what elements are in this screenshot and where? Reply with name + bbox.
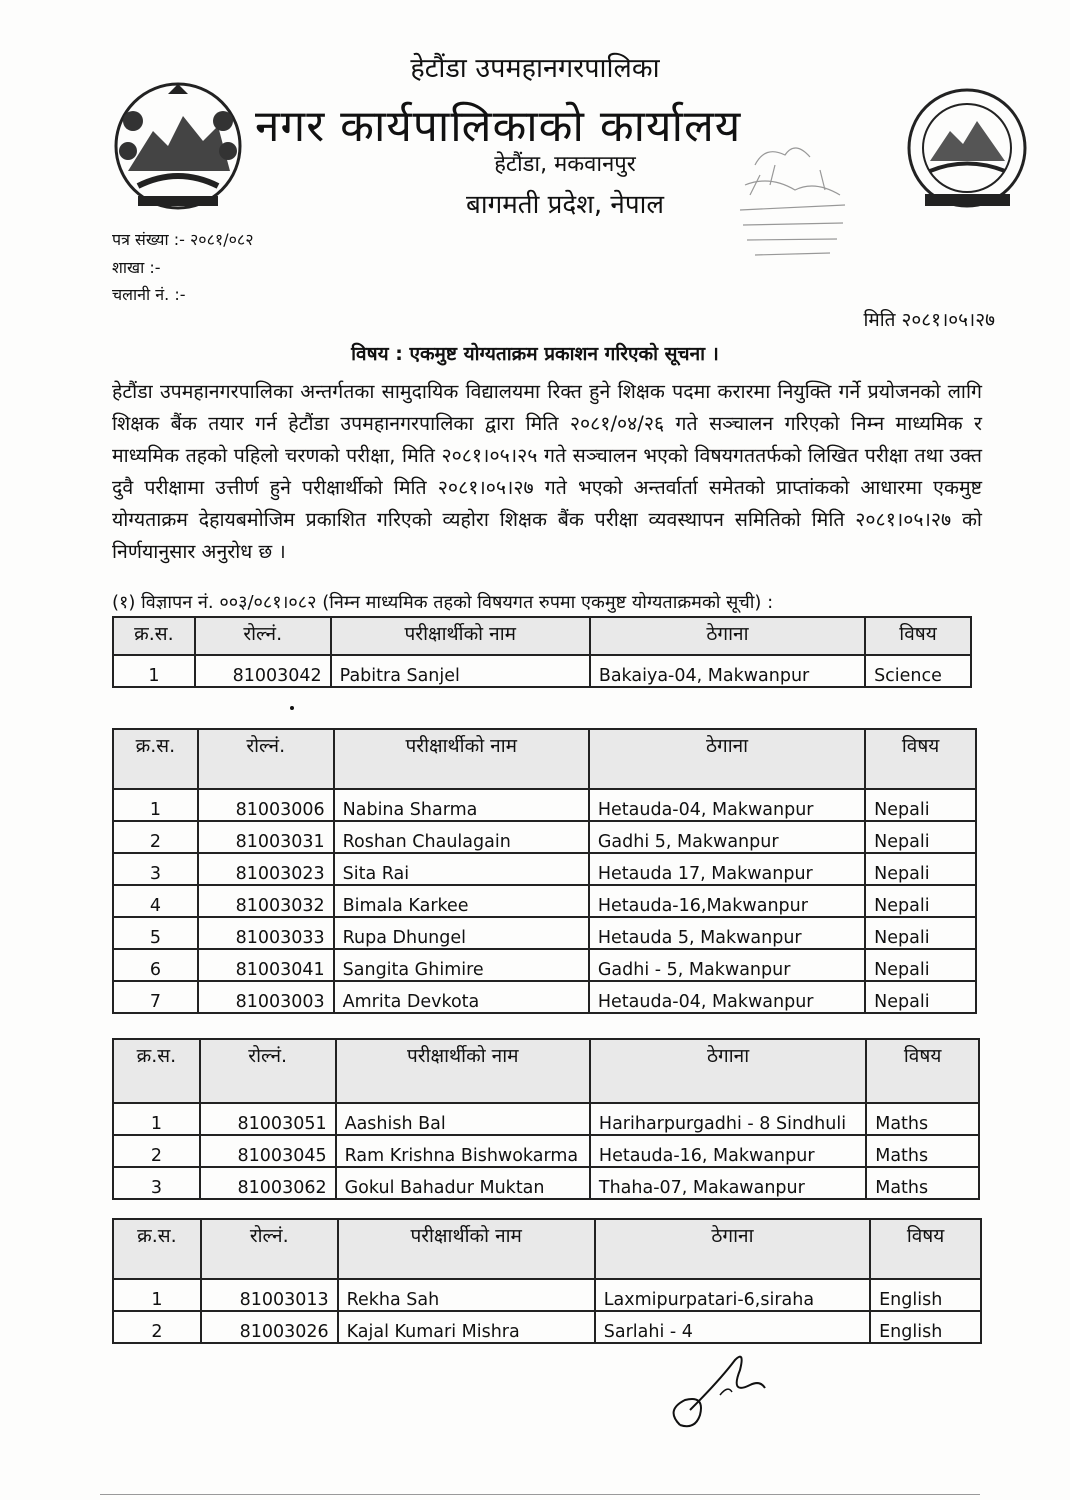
- notice-subject: विषय : एकमुष्ट योग्यताक्रम प्रकाशन गरिएको सूचना ।: [351, 343, 719, 365]
- signature-icon: [660, 1340, 780, 1435]
- cell-sn: 1: [113, 789, 198, 821]
- col-address: ठेगाना: [595, 1219, 870, 1279]
- table-row: [113, 1311, 981, 1343]
- cell-name: Roshan Chaulagain: [334, 821, 589, 853]
- municipality-name: हेटौंडा उपमहानगरपालिका: [410, 53, 660, 84]
- col-address: ठेगाना: [590, 617, 865, 655]
- cell-address: Gadhi 5, Makwanpur: [589, 821, 865, 853]
- nepali-table: [112, 728, 977, 1014]
- office-stamp-icon: [725, 135, 860, 275]
- table-row: [113, 949, 976, 981]
- cell-subject: Maths: [866, 1103, 979, 1135]
- cell-name: Kajal Kumari Mishra: [338, 1311, 595, 1343]
- col-name: परीक्षार्थीको नाम: [334, 729, 589, 789]
- col-sn: क्र.स.: [113, 1219, 201, 1279]
- cell-subject: English: [870, 1279, 981, 1311]
- table-row: [113, 655, 971, 687]
- cell-subject: Maths: [866, 1167, 979, 1199]
- table-row: [113, 981, 976, 1013]
- table-row: [113, 1167, 979, 1199]
- cell-roll: 81003062: [200, 1167, 336, 1199]
- col-subject: विषय: [865, 729, 976, 789]
- branch-label: शाखा :-: [112, 258, 161, 277]
- cell-subject: Nepali: [865, 853, 976, 885]
- cell-name: Amrita Devkota: [334, 981, 589, 1013]
- cell-subject: Nepali: [865, 981, 976, 1013]
- table-row: [113, 1135, 979, 1167]
- maths-table: [112, 1038, 980, 1200]
- cell-sn: 7: [113, 981, 198, 1013]
- cell-roll: 81003033: [198, 917, 334, 949]
- cell-roll: 81003023: [198, 853, 334, 885]
- cell-subject: Nepali: [865, 917, 976, 949]
- col-roll: रोल्नं.: [201, 1219, 338, 1279]
- cell-roll: 81003013: [201, 1279, 338, 1311]
- table-row: [113, 1279, 981, 1311]
- stray-mark: [290, 706, 294, 710]
- cell-address: Hetauda-16, Makwanpur: [590, 1135, 866, 1167]
- table-header-row: [113, 1219, 981, 1279]
- cell-roll: 81003042: [195, 655, 331, 687]
- cell-address: Sarlahi - 4: [595, 1311, 870, 1343]
- cell-name: Nabina Sharma: [334, 789, 589, 821]
- cell-sn: 3: [113, 853, 198, 885]
- cell-subject: Maths: [866, 1135, 979, 1167]
- table-row: [113, 917, 976, 949]
- cell-sn: 5: [113, 917, 198, 949]
- cell-sn: 1: [113, 1279, 201, 1311]
- col-sn: क्र.स.: [113, 617, 195, 655]
- col-subject: विषय: [866, 1039, 979, 1103]
- cell-address: Hetauda 17, Makwanpur: [589, 853, 865, 885]
- cell-subject: Nepali: [865, 789, 976, 821]
- cell-roll: 81003026: [201, 1311, 338, 1343]
- cell-name: Ram Krishna Bishwokarma: [336, 1135, 590, 1167]
- table-row: [113, 821, 976, 853]
- notice-body: हेटौंडा उपमहानगरपालिका अन्तर्गतका सामुदायिक विद्यालयमा रिक्त हुने शिक्षक पदमा करारमा नियुक्ति गर्ने प्रयोजनको लागि शिक्षक बैंक तयार गर्न हेटौंडा उपमहानगरपालिका द्वारा मिति २०८१/०४/२६ गते सञ्चालन गरिएको निम्न माध्यमिक र माध्यमिक तहको पहिलो चरणको परीक्षा, मिति २०८१।०५।२५ गते सञ्चालन भएको विषयगततर्फको लिखित परीक्षा तथा उक्त दुवै परीक्षामा उत्तीर्ण हुने परीक्षार्थीको मिति २०८१।०५।२७ गते भएको अन्तर्वार्ता समेतको प्राप्तांकको आधारमा एकमुष्ट योग्यताक्रम देहायबमोजिम प्रकाशित गरिएको व्यहोरा शिक्षक बैंक परीक्षा व्यवस्थापन समितिको मिति २०८१।०५।२७ को निर्णयानुसार अनुरोध छ ।: [112, 380, 982, 563]
- cell-roll: 81003032: [198, 885, 334, 917]
- list-caption: (१) विज्ञापन नं. ००३/०८१।०८२ (निम्न माध्यमिक तहको विषयगत रुपमा एकमुष्ट योग्यताक्रमको सूची) :: [112, 592, 774, 613]
- col-roll: रोल्नं.: [200, 1039, 336, 1103]
- col-name: परीक्षार्थीको नाम: [336, 1039, 590, 1103]
- cell-name: Rupa Dhungel: [334, 917, 589, 949]
- cell-subject: Nepali: [865, 949, 976, 981]
- table-row: [113, 853, 976, 885]
- cell-address: Hetauda-04, Makwanpur: [589, 981, 865, 1013]
- col-subject: विषय: [870, 1219, 981, 1279]
- cell-sn: 4: [113, 885, 198, 917]
- cell-sn: 2: [113, 821, 198, 853]
- cell-address: Hariharpurgadhi - 8 Sindhuli: [590, 1103, 866, 1135]
- cell-address: Hetauda 5, Makwanpur: [589, 917, 865, 949]
- cell-sn: 3: [113, 1167, 200, 1199]
- cell-address: Hetauda-16,Makwanpur: [589, 885, 865, 917]
- cell-subject: Science: [865, 655, 971, 687]
- science-table: [112, 616, 972, 688]
- table-header-row: [113, 729, 976, 789]
- cell-sn: 1: [113, 655, 195, 687]
- letter-date: मिति २०८१।०५।२७: [863, 309, 995, 331]
- col-name: परीक्षार्थीको नाम: [331, 617, 590, 655]
- cell-address: Thaha-07, Makawanpur: [590, 1167, 866, 1199]
- english-table: [112, 1218, 982, 1344]
- table-header-row: [113, 1039, 979, 1103]
- col-address: ठेगाना: [589, 729, 865, 789]
- office-province: बागमती प्रदेश, नेपाल: [466, 190, 664, 220]
- cell-sn: 2: [113, 1311, 201, 1343]
- cell-roll: 81003031: [198, 821, 334, 853]
- table-row: [113, 789, 976, 821]
- col-subject: विषय: [865, 617, 971, 655]
- col-name: परीक्षार्थीको नाम: [338, 1219, 595, 1279]
- cell-name: Sita Rai: [334, 853, 589, 885]
- cell-roll: 81003051: [200, 1103, 336, 1135]
- cell-roll: 81003041: [198, 949, 334, 981]
- letter-number: पत्र संख्या :- २०८१/०८२: [112, 230, 254, 249]
- cell-address: Laxmipurpatari-6,siraha: [595, 1279, 870, 1311]
- col-roll: रोल्नं.: [198, 729, 334, 789]
- cell-subject: Nepali: [865, 821, 976, 853]
- cell-address: Gadhi - 5, Makwanpur: [589, 949, 865, 981]
- office-title: नगर कार्यपालिकाको कार्यालय: [255, 101, 742, 152]
- col-address: ठेगाना: [590, 1039, 866, 1103]
- office-location: हेटौंडा, मकवानपुर: [494, 152, 636, 177]
- cell-name: Pabitra Sanjel: [331, 655, 590, 687]
- cell-sn: 2: [113, 1135, 200, 1167]
- table-row: [113, 1103, 979, 1135]
- cell-subject: Nepali: [865, 885, 976, 917]
- dispatch-number: चलानी नं. :-: [112, 285, 186, 304]
- col-sn: क्र.स.: [113, 729, 198, 789]
- cell-address: Bakaiya-04, Makwanpur: [590, 655, 865, 687]
- table-row: [113, 885, 976, 917]
- cell-name: Aashish Bal: [336, 1103, 590, 1135]
- cell-name: Bimala Karkee: [334, 885, 589, 917]
- table-header-row: [113, 617, 971, 655]
- cell-roll: 81003045: [200, 1135, 336, 1167]
- cell-name: Sangita Ghimire: [334, 949, 589, 981]
- col-roll: रोल्नं.: [195, 617, 331, 655]
- col-sn: क्र.स.: [113, 1039, 200, 1103]
- cell-name: Rekha Sah: [338, 1279, 595, 1311]
- cell-subject: English: [870, 1311, 981, 1343]
- cell-sn: 1: [113, 1103, 200, 1135]
- cell-address: Hetauda-04, Makwanpur: [589, 789, 865, 821]
- cell-name: Gokul Bahadur Muktan: [336, 1167, 590, 1199]
- page-edge-line: [100, 1494, 980, 1495]
- cell-sn: 6: [113, 949, 198, 981]
- cell-roll: 81003006: [198, 789, 334, 821]
- cell-roll: 81003003: [198, 981, 334, 1013]
